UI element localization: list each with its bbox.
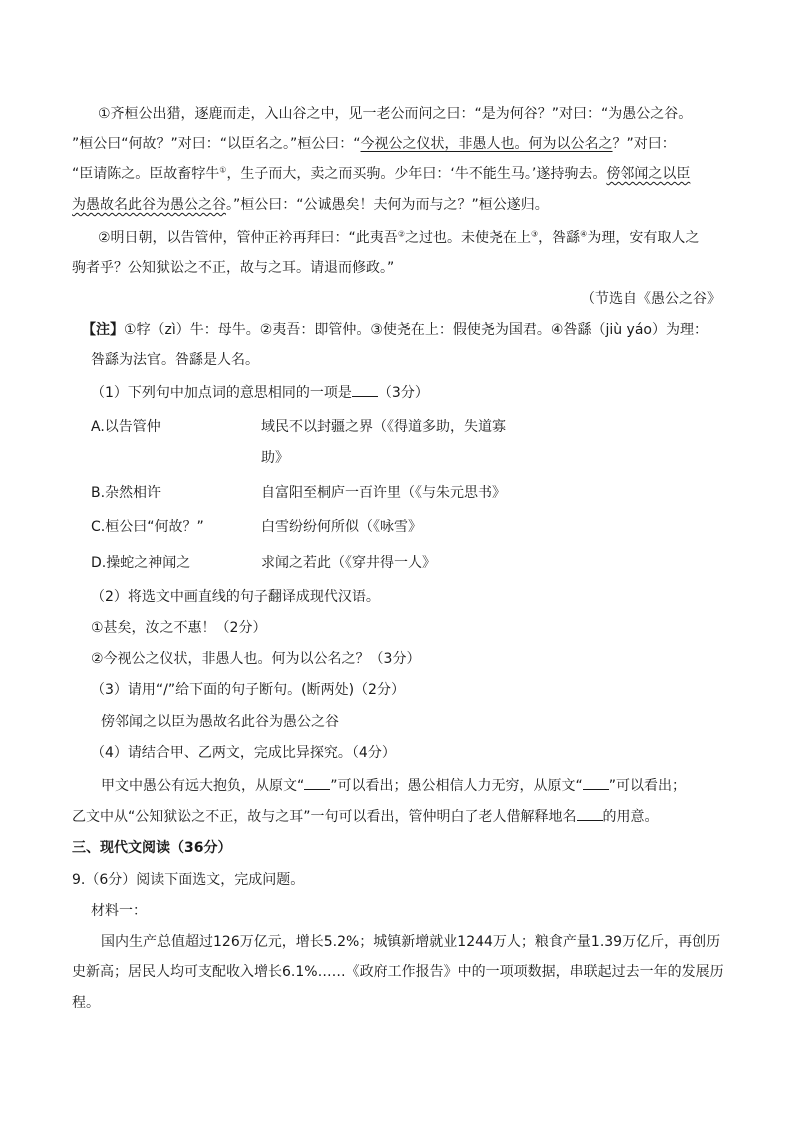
question-text: ①甚矣，汝之不惠！（2分） xyxy=(91,620,267,636)
passage-p1-line1 xyxy=(98,104,692,124)
passage-text: 驹者乎？公知狱讼之不正，故与之耳。请退而修政。” xyxy=(72,260,395,276)
answer-blank xyxy=(304,775,330,790)
section-heading xyxy=(72,838,231,858)
footnote-marker: ① xyxy=(219,165,227,175)
material-text: 史新高；居民人均可支配收入增长6.1%……《政府工作报告》中的一项项数据，串联起过去一年的发展历 xyxy=(72,964,724,980)
wavy-underlined-sentence: 为愚故名此谷为愚公之谷 xyxy=(72,197,226,213)
option-text: D.操蛇之神闻之 xyxy=(91,555,191,571)
passage-text: ①齐桓公出猎，逐鹿而走，入山谷之中，见一老公而问之曰：“是为何谷？”对曰：“为愚公之谷。 xyxy=(98,106,693,122)
option-text: 域民不以封疆之界（《得道多助，失道寡 xyxy=(261,419,506,435)
passage-text: 之过也。未使尧在上 xyxy=(404,230,531,246)
option-text: B.杂然相许 xyxy=(91,485,162,501)
option-d-right xyxy=(261,553,436,573)
question-text: ”可以看出； xyxy=(608,778,687,794)
option-text: 助》 xyxy=(261,450,289,466)
answer-blank xyxy=(352,382,378,397)
passage-source xyxy=(581,289,721,309)
section-title: 三、现代文阅读（36分） xyxy=(72,840,232,856)
question-text: ②今视公之仪状，非愚人也。何为以公名之？（3分） xyxy=(91,651,421,667)
question-text: （1）下列句中加点词的意思相同的一项是 xyxy=(91,385,352,401)
material-line3 xyxy=(72,993,100,1013)
footnote-marker: ④ xyxy=(580,229,588,239)
option-d-left xyxy=(91,553,190,573)
question-2-stem xyxy=(91,587,380,607)
material-title: 材料一： xyxy=(91,903,147,919)
notes-text: 咎繇为法官。咎繇是人名。 xyxy=(91,352,259,368)
question-3-text xyxy=(101,712,339,732)
material-label xyxy=(91,901,147,921)
notes-text: ①牸（zì）牛：母牛。②夷吾：即管仲。③使尧在上：假使尧为国君。④咎繇（jiù yáo）为理： xyxy=(124,322,708,338)
passage-p2-line2 xyxy=(72,258,394,278)
question-9-stem xyxy=(72,870,304,890)
question-2-sentence-1 xyxy=(91,618,266,638)
notes-label: 【注】 xyxy=(82,322,124,338)
question-text: （3）请用“/”给下面的句子断句。(断两处)（2分） xyxy=(91,682,405,698)
question-text: 9.（6分）阅读下面选文，完成问题。 xyxy=(72,872,305,888)
question-text: 傍邻闻之以臣为愚故名此谷为愚公之谷 xyxy=(101,714,339,730)
question-score: （3分） xyxy=(377,385,429,401)
question-text: ”可以看出；愚公相信人力无穷，从原文“ xyxy=(330,778,583,794)
option-c-right xyxy=(261,517,422,537)
question-3-stem xyxy=(91,680,405,700)
wavy-underlined-sentence: 傍邻闻之以臣 xyxy=(606,166,691,182)
notes-line1 xyxy=(82,320,708,340)
material-line1 xyxy=(101,932,720,952)
material-line2 xyxy=(72,962,724,982)
option-text: 白雪纷纷何所似（《咏雪》 xyxy=(261,519,422,535)
question-4-line1 xyxy=(101,775,686,796)
material-text: 程。 xyxy=(72,995,100,1011)
question-text: 乙文中从“公知狱讼之不正，故与之耳”一句可以看出，管仲明白了老人借解释地名 xyxy=(72,809,577,825)
passage-text: “臣请陈之。臣故畜牸牛 xyxy=(72,166,220,182)
question-text: 的用意。 xyxy=(602,809,659,825)
passage-p1-line3 xyxy=(72,164,690,184)
option-c-left xyxy=(91,517,204,537)
passage-text: ②明日朝，以告管仲，管仲正衿再拜曰：“此夷吾 xyxy=(98,230,398,246)
footnote-marker: ③ xyxy=(530,229,539,239)
option-b-left xyxy=(91,483,161,503)
passage-p1-line4 xyxy=(72,195,549,215)
option-a-right xyxy=(261,417,506,437)
notes-line2 xyxy=(91,350,259,370)
option-text: 求闻之若此（《穿井得一人》 xyxy=(261,555,436,571)
option-text: A.以告管仲 xyxy=(91,419,161,435)
source-citation: （节选自《愚公之谷》 xyxy=(581,291,721,307)
footnote-marker: ② xyxy=(397,229,405,239)
passage-text: 为理，安有取人之 xyxy=(587,230,700,246)
underlined-sentence: 今视公之仪状，非愚人也。何为以公名之 xyxy=(360,136,613,152)
question-1-stem xyxy=(91,382,429,403)
option-a-left xyxy=(91,417,161,437)
option-a-right-cont xyxy=(261,448,289,468)
question-text: （4）请结合甲、乙两文，完成比异探究。（4分） xyxy=(91,745,396,761)
passage-text: ，生子而大，卖之而买驹。少年曰：‘牛不能生马。’遂持驹去。 xyxy=(226,166,607,182)
question-4-stem xyxy=(91,743,396,763)
option-text: 自富阳至桐庐一百许里（《与朱元思书》 xyxy=(261,485,506,501)
passage-text: ？”对曰： xyxy=(612,136,676,152)
passage-p2-line1 xyxy=(98,228,699,248)
passage-p1-line2 xyxy=(72,134,676,154)
question-text: 甲文中愚公有远大抱负，从原文“ xyxy=(101,778,305,794)
material-text: 国内生产总值超过126万亿元，增长5.2%；城镇新增就业1244万人；粮食产量1.39万亿斤，再创历 xyxy=(101,934,721,950)
passage-text: ，咎繇 xyxy=(538,230,581,246)
option-text: C.桓公曰“何故？” xyxy=(91,519,204,535)
option-b-right xyxy=(261,483,506,503)
question-2-sentence-2 xyxy=(91,649,420,669)
answer-blank xyxy=(577,806,603,821)
question-text: （2）将选文中画直线的句子翻译成现代汉语。 xyxy=(91,589,380,605)
question-4-line2 xyxy=(72,806,659,827)
answer-blank xyxy=(583,775,609,790)
passage-text: ”桓公曰“何故？”对曰：“以臣名之。”桓公曰：“ xyxy=(72,136,361,152)
passage-text: 。”桓公曰：“公诚愚矣！夫何为而与之？”桓公遂归。 xyxy=(226,197,549,213)
